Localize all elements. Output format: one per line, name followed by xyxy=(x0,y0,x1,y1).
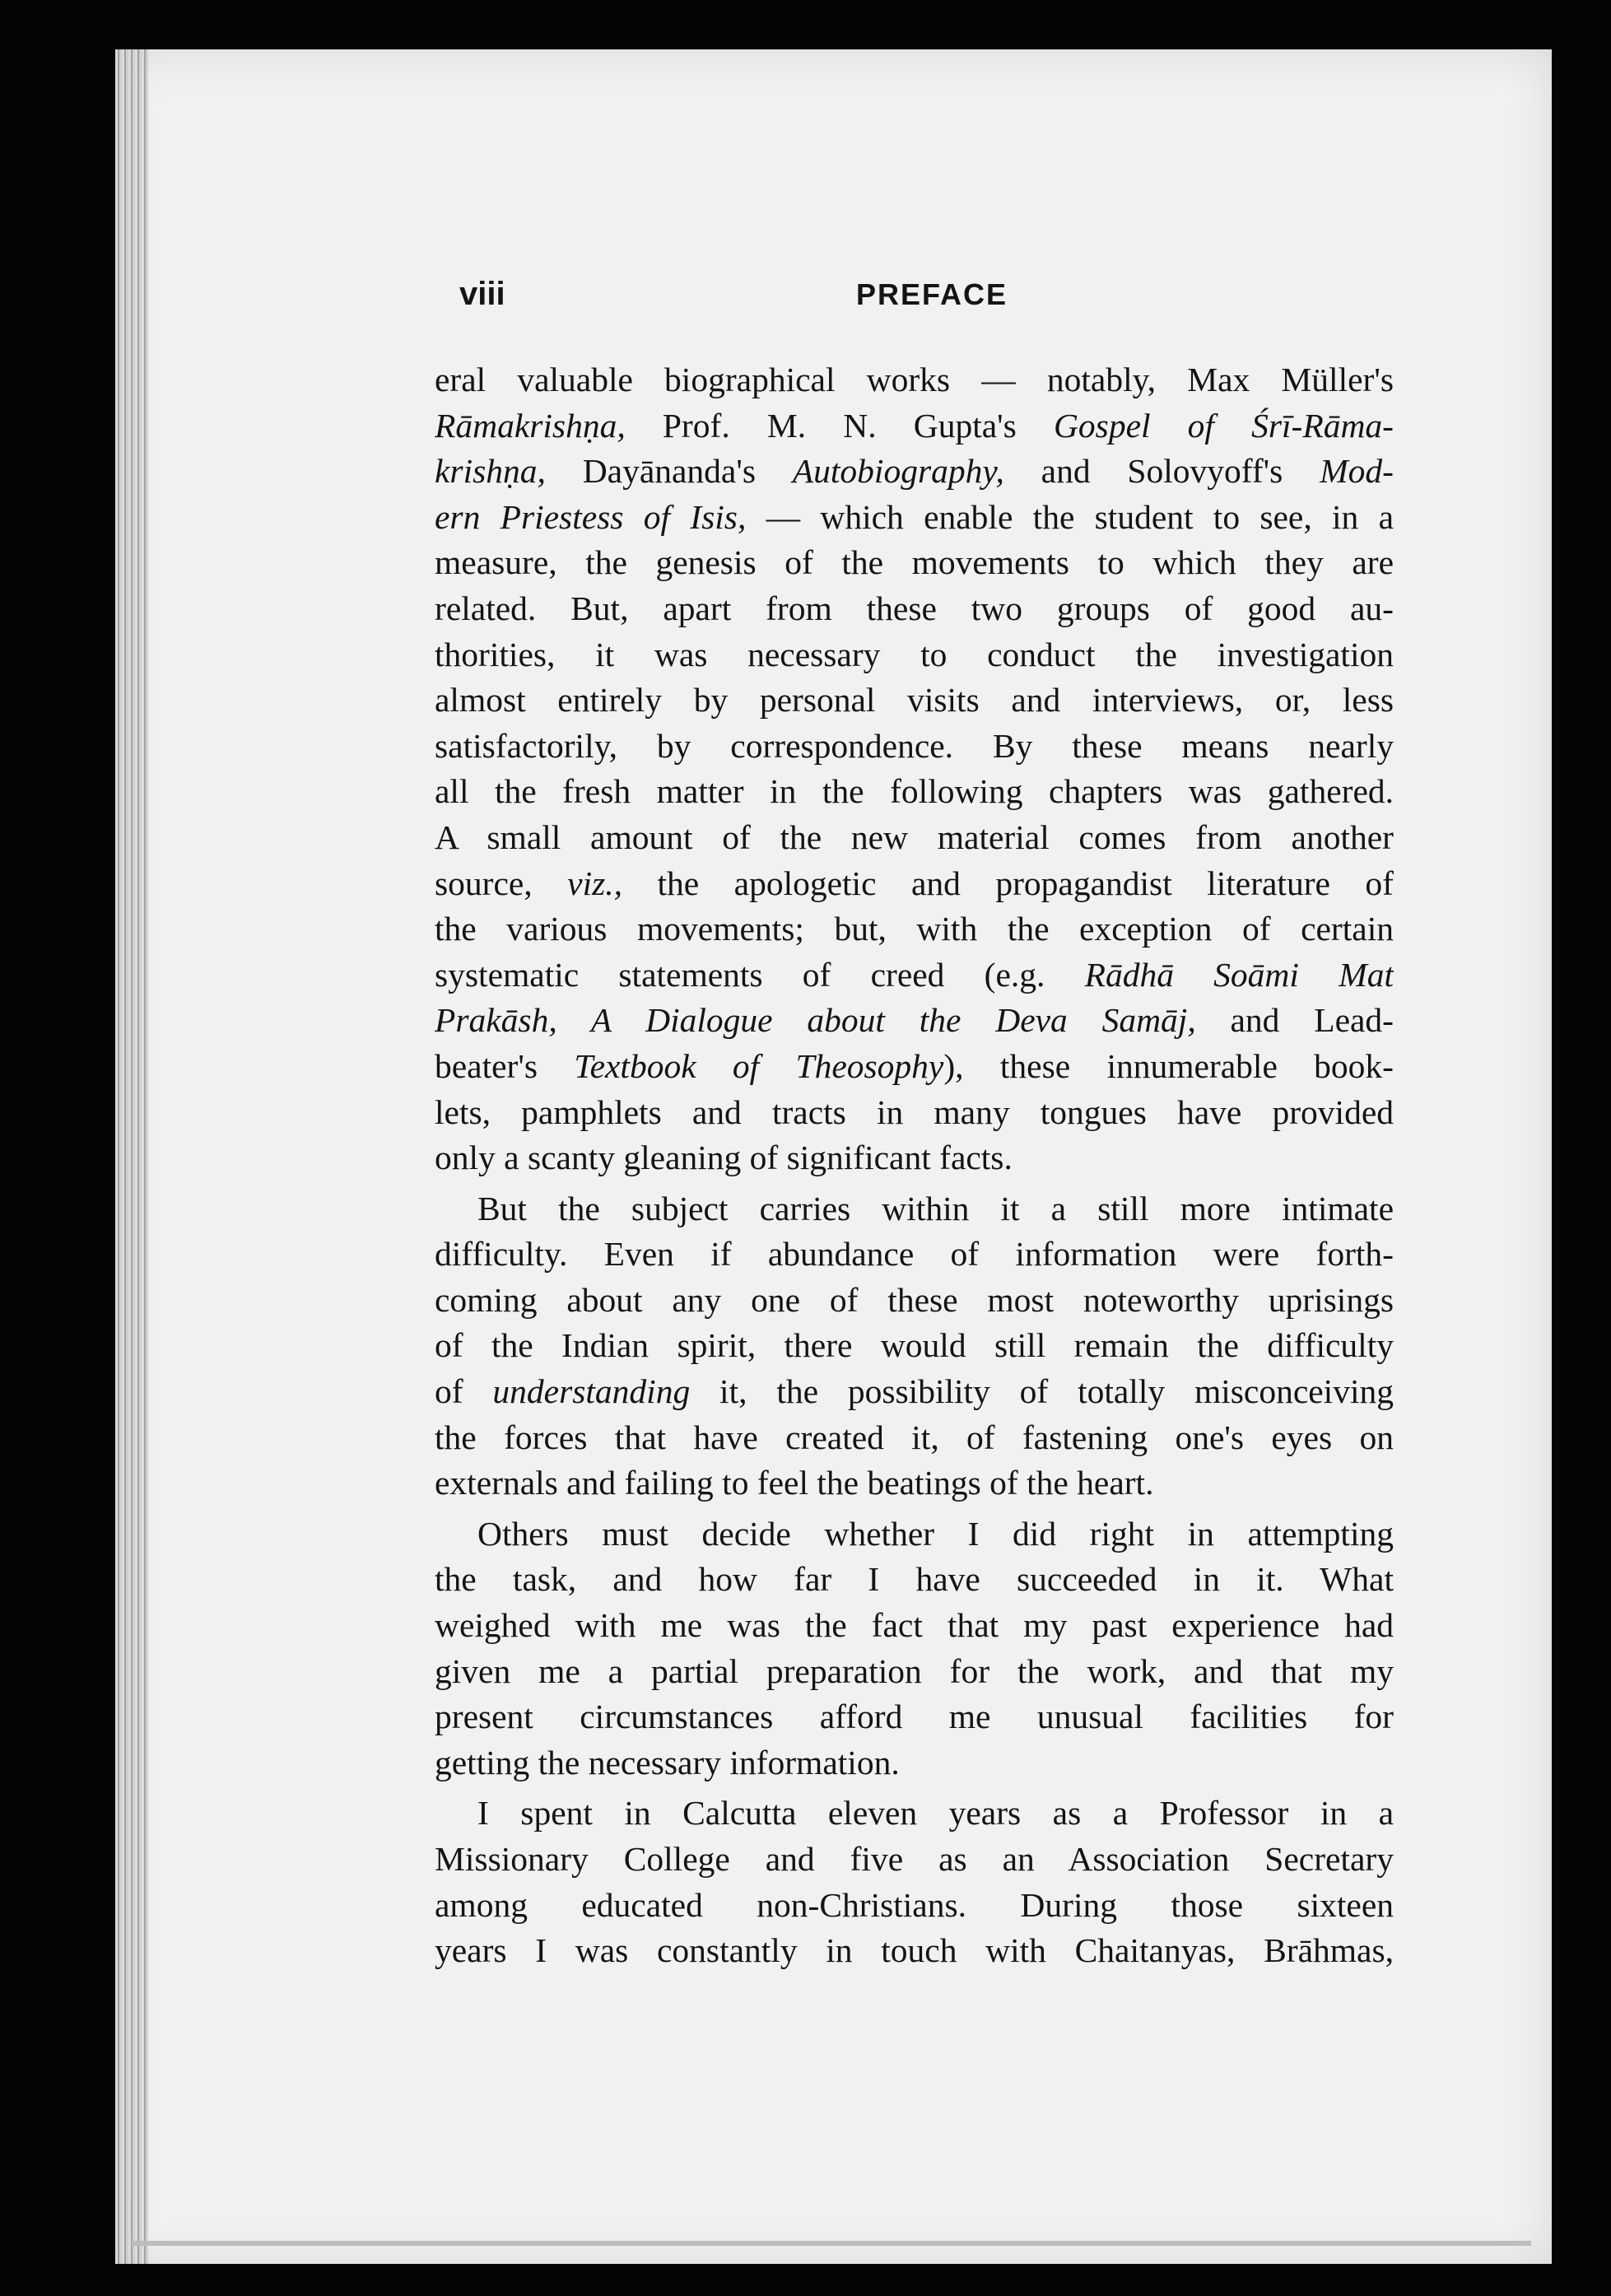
text-line: all the fresh matter in the following chapters was gathered. xyxy=(435,772,1394,811)
book-title: krishṇa, xyxy=(435,452,546,491)
text-line: thorities, it was necessary to conduct the investigation xyxy=(435,635,1394,673)
paragraph-3 xyxy=(435,1511,1394,1786)
text-line: coming about any one of these most noteworthy uprisings xyxy=(435,1280,1394,1319)
page-number: viii xyxy=(459,276,505,312)
running-title: PREFACE xyxy=(856,277,1008,311)
book-title: Rādhā Soāmi Mat xyxy=(1084,955,1394,994)
book-title: ern Priestess of Isis, xyxy=(435,497,747,536)
text-line: measure, the genesis of the movements to which they are xyxy=(435,543,1394,582)
text-line: Missionary College and five as an Association Secretary xyxy=(435,1840,1394,1878)
text-run: — which enable the student to see, in a xyxy=(746,497,1394,536)
book-title: Autobiography, xyxy=(792,452,1004,491)
text-line: the task, and how far I have succeeded in it. What xyxy=(435,1560,1394,1599)
book-title: Gospel of Śrī-Rāma- xyxy=(1053,406,1394,445)
text-run: Prof. M. N. Gupta's xyxy=(625,406,1054,445)
text-run: ), these innumerable book- xyxy=(943,1046,1394,1085)
text-run: of xyxy=(435,1372,493,1411)
page-bottom-edge xyxy=(132,2241,1531,2246)
text-run: Dayānanda's xyxy=(545,452,793,491)
text-run: it, the possibility of totally misconceiving xyxy=(690,1372,1394,1411)
text-line: the forces that have created it, of fastening one's eyes on xyxy=(435,1418,1394,1456)
book-title: Rāmakrishṇa, xyxy=(435,406,626,445)
text-run: and Lead- xyxy=(1195,1001,1394,1040)
text-line: years I was constantly in touch with Chaitanyas, Brāhmas, xyxy=(435,1931,1394,1970)
text-line: of the Indian spirit, there would still remain the difficulty xyxy=(435,1326,1394,1365)
text-line xyxy=(435,449,1394,495)
book-title: Textbook of Theosophy xyxy=(574,1046,944,1085)
text-line xyxy=(435,998,1394,1044)
emphasis: understanding xyxy=(492,1372,691,1411)
text-line: externals and failing to feel the beatings of the heart. xyxy=(435,1464,1154,1502)
text-run: the apologetic and propagandist literature of xyxy=(622,864,1394,902)
text-line: present circumstances afford me unusual facilities for xyxy=(435,1698,1394,1736)
book-title: Prakāsh, A Dialogue about the Deva Samāj, xyxy=(435,1001,1196,1040)
text-line: A small amount of the new material comes from another xyxy=(435,817,1394,856)
text-line xyxy=(435,403,1394,449)
page-text xyxy=(435,272,1394,1974)
running-head xyxy=(435,272,1394,318)
book-binding-edge xyxy=(115,49,148,2264)
text-line: lets, pamphlets and tracts in many tongues have provided xyxy=(435,1092,1394,1131)
text-line: satisfactorily, by correspondence. By these means nearly xyxy=(435,726,1394,765)
text-line xyxy=(435,861,1394,907)
text-run: and Solovyoff's xyxy=(1003,452,1320,491)
paragraph-2 xyxy=(435,1186,1394,1507)
text-run: systematic statements of creed (e.g. xyxy=(435,955,1085,994)
book-title: Mod- xyxy=(1320,452,1394,491)
text-line xyxy=(435,952,1394,999)
text-line: getting the necessary information. xyxy=(435,1743,900,1781)
text-line: among educated non-Christians. During those sixteen xyxy=(435,1885,1394,1924)
text-run: beater's xyxy=(435,1046,575,1085)
text-line: given me a partial preparation for the work, and that my xyxy=(435,1651,1394,1690)
text-line: difficulty. Even if abundance of information were forth- xyxy=(435,1235,1394,1274)
paragraph-4 xyxy=(435,1791,1394,1973)
text-run: source, xyxy=(435,864,568,902)
text-line: weighed with me was the fact that my past experience had xyxy=(435,1606,1394,1645)
text-line: almost entirely by personal visits and interviews, or, less xyxy=(435,681,1394,720)
paragraph-1 xyxy=(435,357,1394,1181)
text-line: I spent in Calcutta eleven years as a Professor in a xyxy=(477,1794,1394,1833)
text-line xyxy=(435,1044,1394,1090)
text-line: only a scanty gleaning of significant facts. xyxy=(435,1139,1013,1177)
text-line: eral valuable biographical works — notably, Max Müller's xyxy=(435,361,1394,398)
text-line: the various movements; but, with the exception of certain xyxy=(435,910,1394,948)
text-line xyxy=(435,495,1394,541)
text-line xyxy=(435,1369,1394,1415)
text-line: But the subject carries within it a still more intimate xyxy=(477,1189,1394,1227)
text-line: related. But, apart from these two groups of good au- xyxy=(435,589,1394,627)
abbreviation: viz., xyxy=(567,864,623,902)
text-line: Others must decide whether I did right in attempting xyxy=(477,1514,1394,1553)
